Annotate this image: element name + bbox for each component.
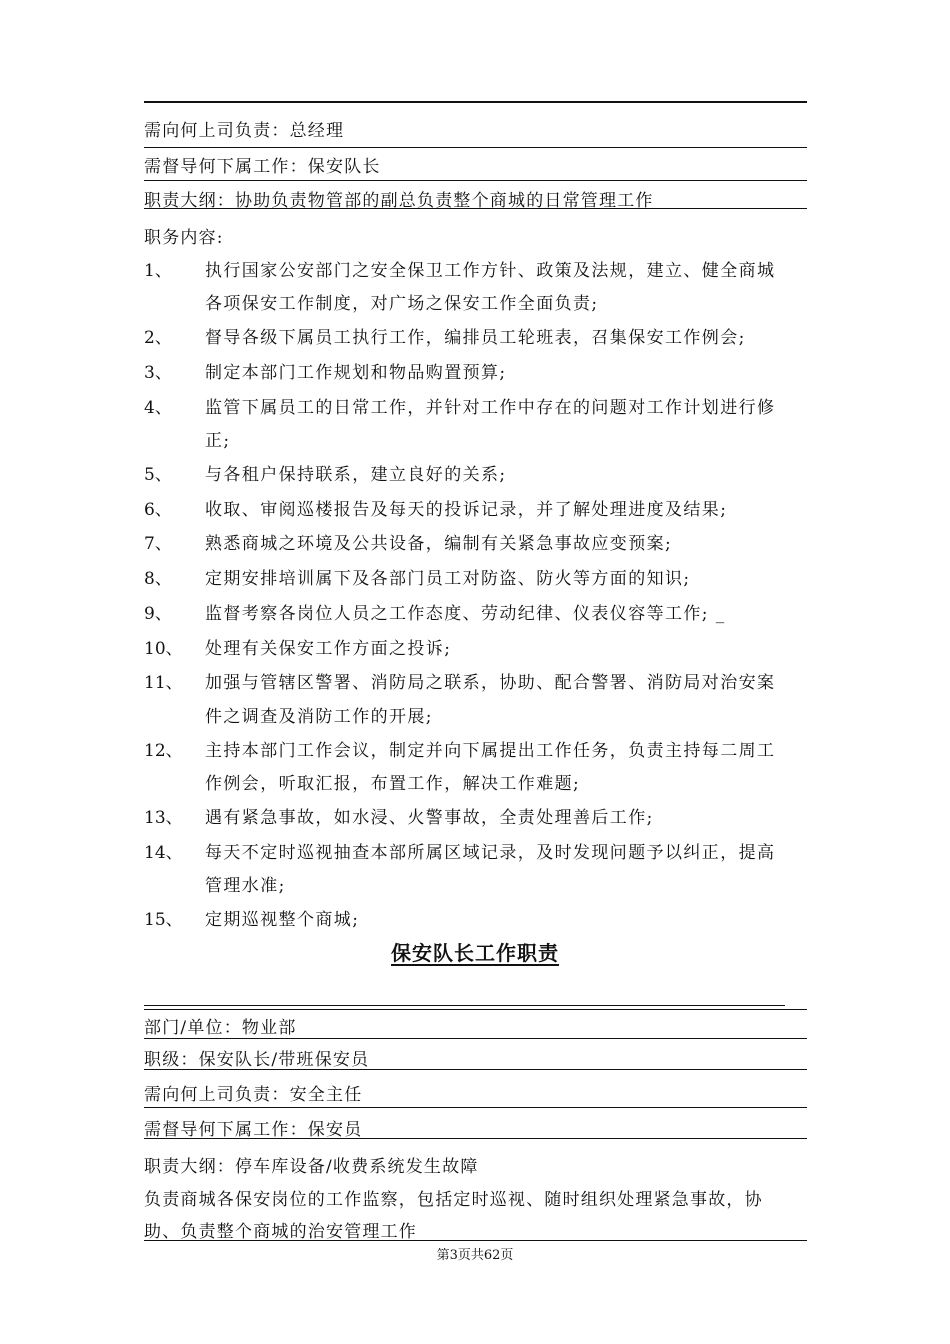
item-number: 15、 xyxy=(144,910,183,930)
item-text: 熟悉商城之环境及公共设备，编制有关紧急事故应变预案; xyxy=(205,534,673,554)
item-text: 每天不定时巡视抽查本部所属区域记录，及时发现问题予以纠正，提高 xyxy=(205,843,776,863)
item-text: 制定本部门工作规划和物品购置预算; xyxy=(205,363,507,383)
item-number: 8、 xyxy=(144,569,172,589)
outline-row: 职责大纲：协助负责物管部的副总负责整个商城的日常管理工作 xyxy=(144,191,654,211)
table-rule xyxy=(144,1107,807,1108)
item-text: 监管下属员工的日常工作，并针对工作中存在的问题对工作计划进行修 xyxy=(205,398,776,418)
duties-heading: 职务内容: xyxy=(144,228,224,248)
item-text: 加强与管辖区警署、消防局之联系，协助、配合警署、消防局对治安案 xyxy=(205,673,776,693)
item-number: 3、 xyxy=(144,363,172,383)
item-number: 7、 xyxy=(144,534,172,554)
section-title-text: 保安队长工作职责 xyxy=(391,941,559,965)
item-number: 1、 xyxy=(144,261,172,281)
table-rule xyxy=(144,147,807,148)
item-number: 2、 xyxy=(144,328,172,348)
item-text: 正; xyxy=(205,431,231,451)
table-rule xyxy=(144,101,807,103)
item-text: 执行国家公安部门之安全保卫工作方针、政策及法规，建立、健全商城 xyxy=(205,261,776,281)
rank-row: 职级：保安队长/带班保安员 xyxy=(144,1050,370,1070)
item-number: 5、 xyxy=(144,465,172,485)
item-text: 监督考察各岗位人员之工作态度、劳动纪律、仪表仪容等工作; _ xyxy=(205,604,726,624)
superior-row: 需向何上司负责：安全主任 xyxy=(144,1085,363,1105)
table-rule xyxy=(144,1005,785,1006)
superior-row: 需向何上司负责：总经理 xyxy=(144,121,345,141)
table-rule xyxy=(144,180,807,181)
page-number: 第3页共62页 xyxy=(436,1248,514,1263)
item-number: 9、 xyxy=(144,604,172,624)
item-number: 10、 xyxy=(144,639,183,659)
item-number: 14、 xyxy=(144,843,183,863)
outline-row: 职责大纲：停车库设备/收费系统发生故障 xyxy=(144,1157,479,1177)
table-rule xyxy=(144,1009,807,1010)
table-rule xyxy=(144,1138,807,1139)
table-rule xyxy=(144,1069,807,1070)
table-rule xyxy=(144,208,807,209)
item-text: 定期巡视整个商城; xyxy=(205,910,360,930)
item-text: 主持本部门工作会议，制定并向下属提出工作任务，负责主持每二周工 xyxy=(205,741,776,761)
item-text: 定期安排培训属下及各部门员工对防盗、防火等方面的知识; xyxy=(205,569,691,589)
subordinate-row: 需督导何下属工作：保安队长 xyxy=(144,157,381,177)
item-text: 督导各级下属员工执行工作，编排员工轮班表，召集保安工作例会; xyxy=(205,328,746,348)
item-number: 4、 xyxy=(144,398,172,418)
table-rule xyxy=(144,1240,807,1241)
item-number: 12、 xyxy=(144,741,183,761)
description-line: 助、负责整个商城的治安管理工作 xyxy=(144,1222,417,1242)
item-number: 13、 xyxy=(144,808,183,828)
item-text: 件之调查及消防工作的开展; xyxy=(205,707,433,727)
table-rule xyxy=(144,1038,807,1039)
item-text: 各项保安工作制度，对广场之保安工作全面负责; xyxy=(205,294,599,314)
item-text: 处理有关保安工作方面之投诉; xyxy=(205,639,452,659)
item-text: 与各租户保持联系，建立良好的关系; xyxy=(205,465,507,485)
item-text: 作例会，听取汇报，布置工作，解决工作难题; xyxy=(205,774,581,794)
item-text: 遇有紧急事故，如水浸、火警事故，全责处理善后工作; xyxy=(205,808,654,828)
item-text: 管理水准; xyxy=(205,876,286,896)
section-title xyxy=(0,937,950,966)
item-number: 11、 xyxy=(144,673,183,693)
item-text: 收取、审阅巡楼报告及每天的投诉记录，并了解处理进度及结果; xyxy=(205,500,728,520)
subordinate-row: 需督导何下属工作：保安员 xyxy=(144,1120,363,1140)
department-row: 部门/单位：物业部 xyxy=(144,1018,297,1038)
item-number: 6、 xyxy=(144,500,172,520)
description-line: 负责商城各保安岗位的工作监察，包括定时巡视、随时组织处理紧急事故，协 xyxy=(144,1190,763,1210)
